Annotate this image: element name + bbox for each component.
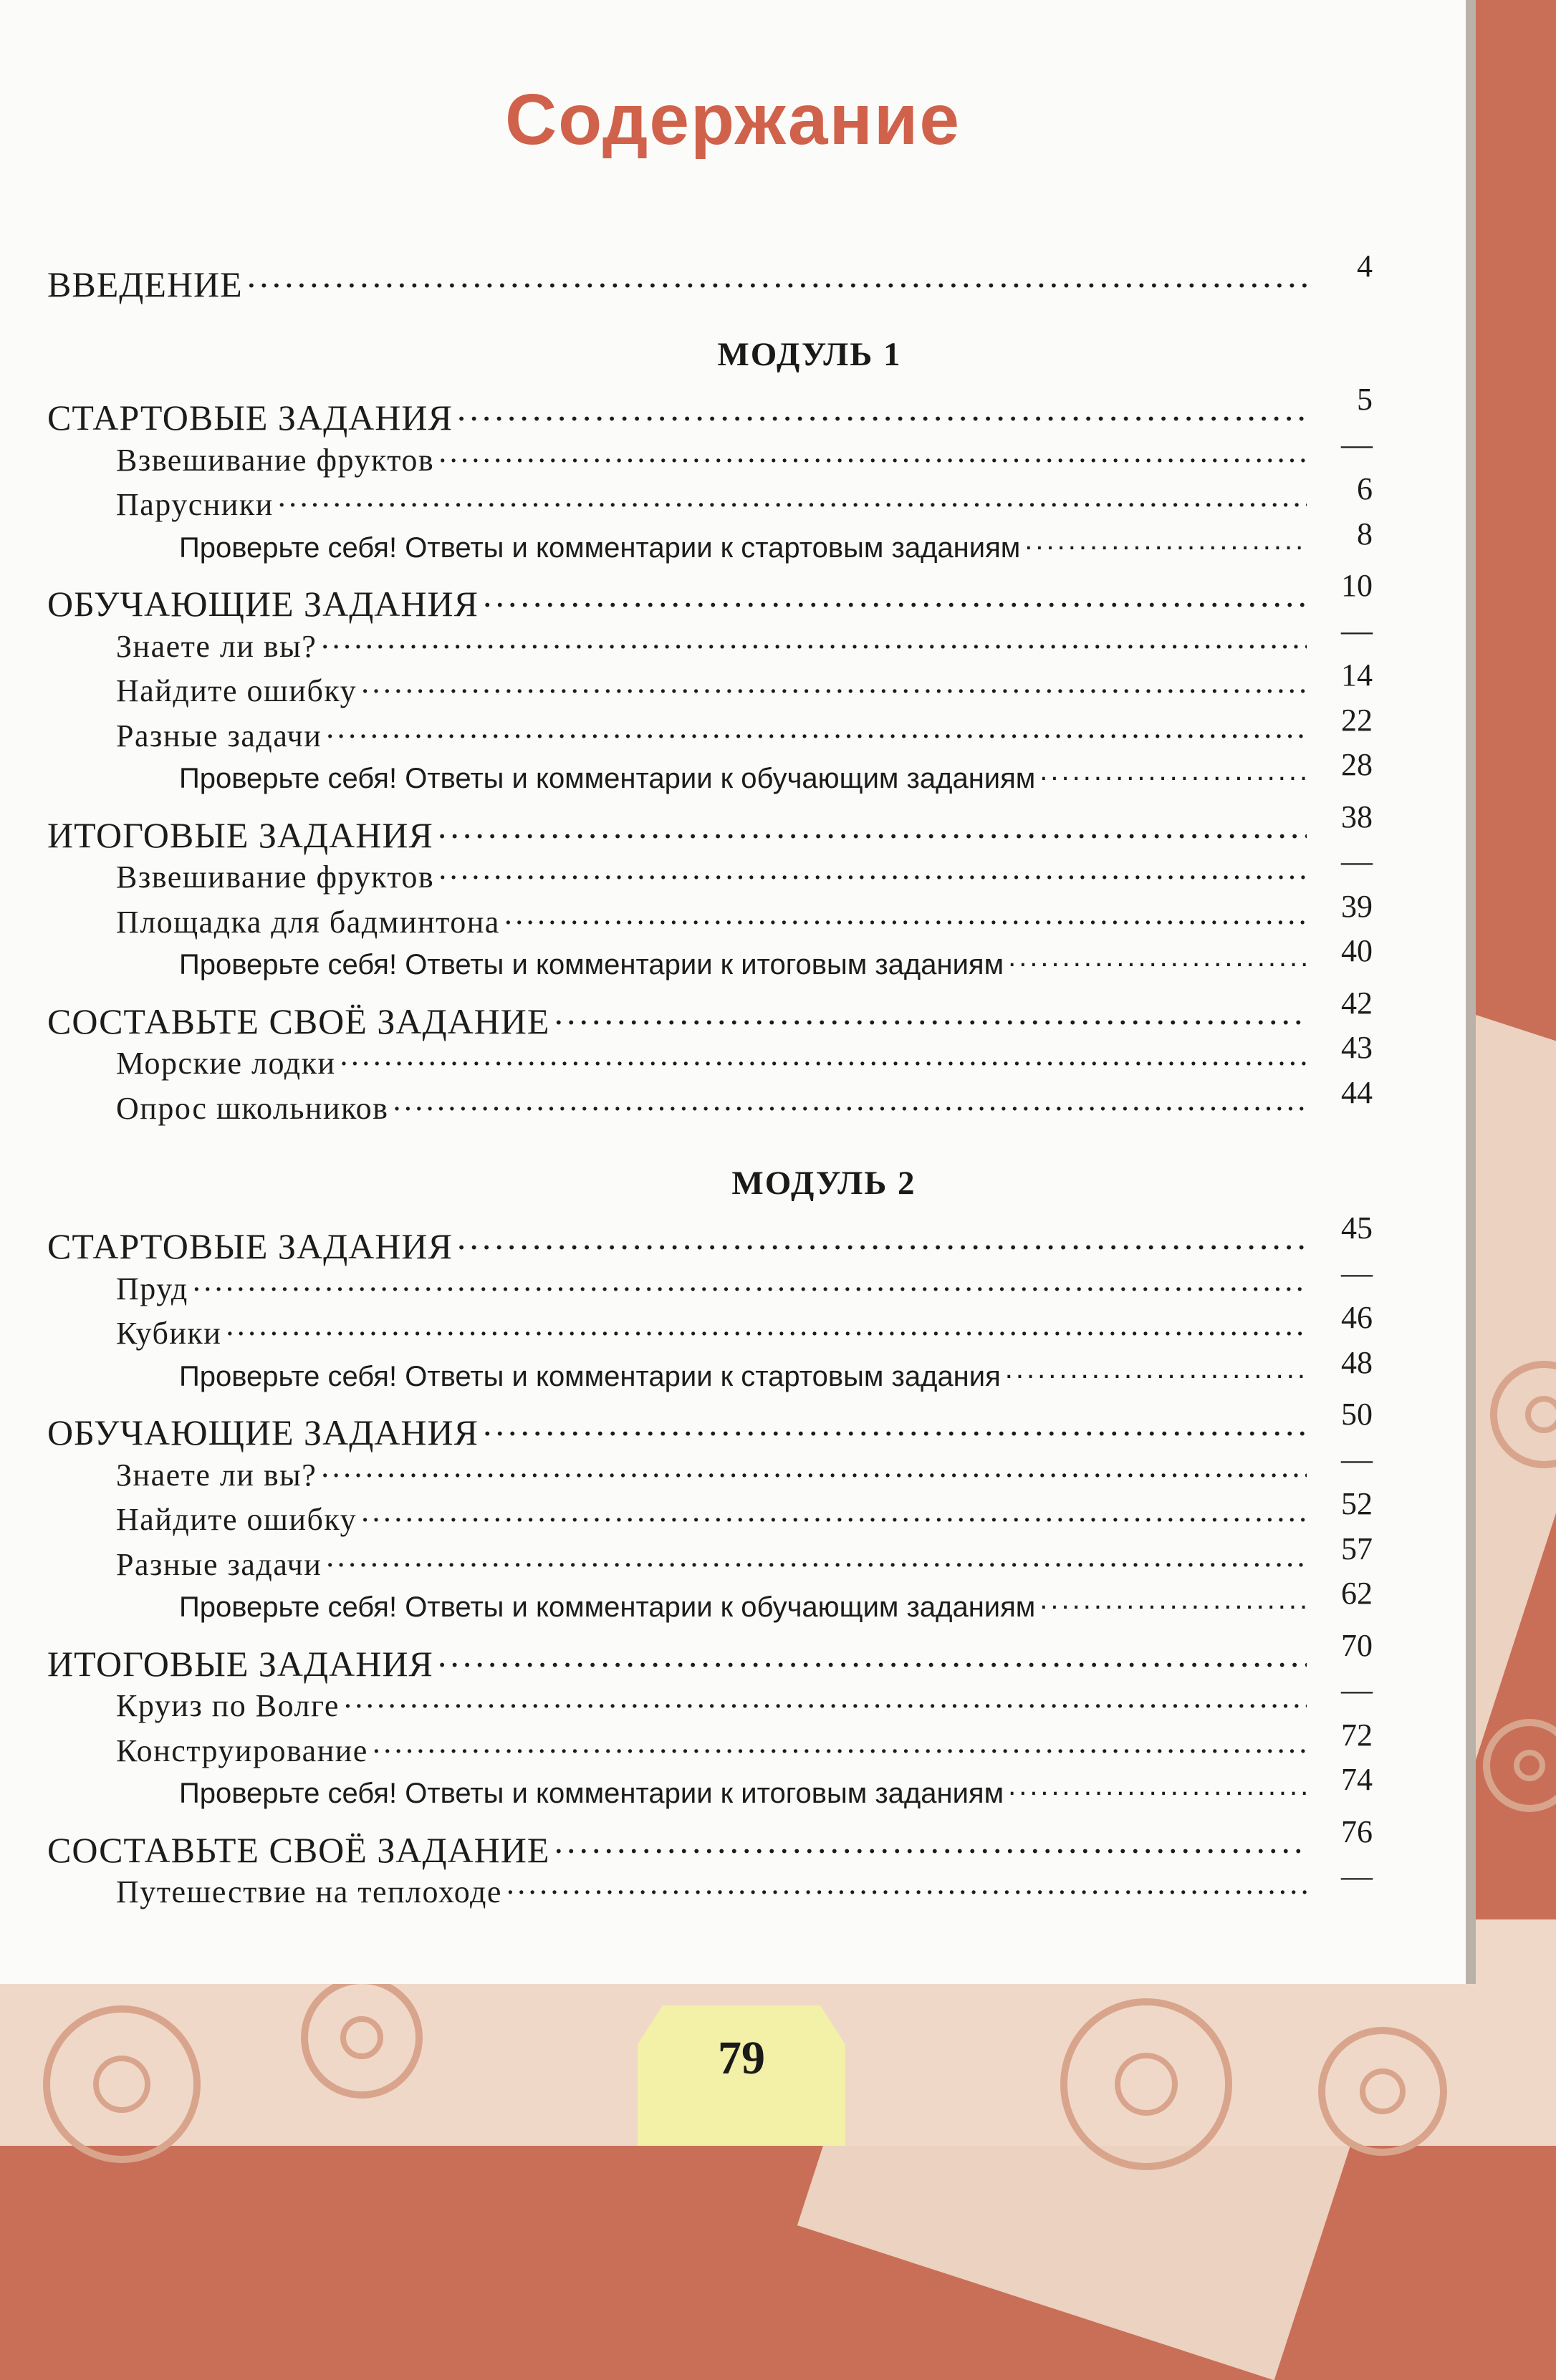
toc-page-number: 76 <box>1341 1813 1373 1849</box>
dot-leader <box>326 1543 1307 1575</box>
toc-entry[interactable] <box>116 1312 1311 1352</box>
toc-entry[interactable] <box>179 945 1311 981</box>
dot-leader <box>226 1312 1307 1344</box>
dot-leader <box>1005 1357 1307 1386</box>
toc-page-number: — <box>1341 426 1373 462</box>
toc-page-number: 48 <box>1341 1344 1373 1380</box>
dot-leader <box>554 998 1307 1034</box>
toc-entry[interactable] <box>47 1640 1311 1685</box>
toc-entry[interactable] <box>116 439 1311 478</box>
dot-leader <box>326 715 1307 746</box>
page-edge <box>1466 0 1476 1984</box>
toc-page-number: 40 <box>1341 933 1373 968</box>
toc-entry[interactable] <box>116 1498 1311 1538</box>
toc-entry[interactable] <box>116 1685 1311 1724</box>
gear-icon <box>43 2005 201 2163</box>
toc-entry[interactable] <box>116 625 1311 665</box>
toc-entry[interactable] <box>179 1774 1311 1810</box>
toc-entry-title: Найдите ошибку <box>116 673 357 708</box>
toc-entry-title: ОБУЧАЮЩИЕ ЗАДАНИЯ <box>47 584 479 624</box>
dot-leader <box>373 1730 1307 1761</box>
toc-entry[interactable] <box>116 483 1311 523</box>
dot-leader <box>361 670 1307 701</box>
gear-icon <box>1060 1998 1232 2170</box>
toc-entry[interactable] <box>179 529 1311 564</box>
dot-leader <box>1008 1774 1307 1803</box>
toc-entry-title: Проверьте себя! Ответы и комментарии к стартовым задания <box>179 1360 1001 1392</box>
toc-entry[interactable] <box>116 901 1311 940</box>
dot-leader <box>438 856 1307 887</box>
toc-entry[interactable] <box>179 759 1311 795</box>
dot-leader <box>193 1268 1307 1299</box>
toc-page-number: 74 <box>1341 1762 1373 1797</box>
toc-page-number: — <box>1341 1859 1373 1894</box>
toc-entry-title: ВВЕДЕНИЕ <box>47 264 243 304</box>
toc-page-number: 10 <box>1341 568 1373 603</box>
toc-page-number: 6 <box>1357 471 1373 506</box>
toc-entry-title: Опрос школьников <box>116 1090 389 1126</box>
dot-leader <box>393 1087 1307 1119</box>
dot-leader <box>1024 529 1307 557</box>
toc-page-number: 46 <box>1341 1300 1373 1335</box>
toc-entry-title: Площадка для бадминтона <box>116 904 500 940</box>
dot-leader <box>438 811 1307 847</box>
toc-entry[interactable] <box>116 1042 1311 1081</box>
module-heading: МОДУЛЬ 1 <box>717 336 902 373</box>
toc-entry[interactable] <box>47 394 1311 438</box>
toc-page-number: 38 <box>1341 799 1373 834</box>
toc-entry-title: Проверьте себя! Ответы и комментарии к обучающим заданиям <box>179 1591 1036 1623</box>
dot-leader <box>457 394 1307 430</box>
toc-page-number: 70 <box>1341 1627 1373 1663</box>
toc-page-number: 72 <box>1341 1717 1373 1753</box>
dot-leader <box>321 625 1307 657</box>
toc-entry[interactable] <box>116 1454 1311 1493</box>
toc-page-number: 44 <box>1341 1074 1373 1110</box>
toc-entry[interactable] <box>116 1543 1311 1583</box>
toc-page-number: 42 <box>1341 985 1373 1021</box>
toc-entry-title: ИТОГОВЫЕ ЗАДАНИЯ <box>47 814 433 855</box>
toc-entry[interactable] <box>47 998 1311 1042</box>
toc-page-number: 22 <box>1341 702 1373 738</box>
toc-entry-title: Разные задачи <box>116 718 322 753</box>
toc-entry-title: Кубики <box>116 1316 222 1351</box>
dot-leader <box>278 483 1307 515</box>
toc-entry-title: Взвешивание фруктов <box>116 442 435 478</box>
toc-entry[interactable] <box>116 1087 1311 1127</box>
toc-entry-title: Проверьте себя! Ответы и комментарии к стартовым заданиям <box>179 531 1021 564</box>
dot-leader <box>483 1409 1307 1445</box>
toc-page-number: 8 <box>1357 516 1373 551</box>
page-number: 79 <box>718 2032 765 2084</box>
toc-page-number: — <box>1341 1441 1373 1477</box>
toc-entry-title: Морские лодки <box>116 1046 336 1081</box>
toc-page-number: 5 <box>1357 382 1373 417</box>
dot-leader <box>504 901 1307 933</box>
toc-entry[interactable] <box>116 715 1311 754</box>
toc-entry[interactable] <box>47 1826 1311 1871</box>
toc-entry-title: Пруд <box>116 1271 188 1306</box>
module-heading: МОДУЛЬ 2 <box>731 1165 916 1202</box>
toc-page-number: 28 <box>1341 747 1373 782</box>
toc-entry[interactable] <box>47 261 1311 305</box>
toc-entry-title: Парусники <box>116 487 274 522</box>
toc-page-number: 39 <box>1341 888 1373 924</box>
dot-leader <box>1039 1588 1307 1617</box>
toc-entry[interactable] <box>179 1357 1311 1393</box>
toc-entry[interactable] <box>179 1588 1311 1624</box>
toc-page-number: — <box>1341 844 1373 879</box>
gear-icon <box>1318 2027 1447 2156</box>
toc-entry-title: Взвешивание фруктов <box>116 859 435 895</box>
toc-entry-title: СОСТАВЬТЕ СВОЁ ЗАДАНИЕ <box>47 1001 550 1041</box>
toc-entry-title: СОСТАВЬТЕ СВОЁ ЗАДАНИЕ <box>47 1829 550 1870</box>
toc-page-number: 4 <box>1357 249 1373 284</box>
dot-leader <box>438 1640 1307 1676</box>
toc-entry-title: Проверьте себя! Ответы и комментарии к обучающим заданиям <box>179 763 1036 794</box>
toc-entry[interactable] <box>47 1409 1311 1453</box>
toc-entry[interactable] <box>47 1223 1311 1267</box>
toc-page-number: 43 <box>1341 1030 1373 1065</box>
toc-entry-title: Проверьте себя! Ответы и комментарии к итоговым заданиям <box>179 949 1004 981</box>
toc-page-number: 52 <box>1341 1486 1373 1521</box>
toc-entry-title: Конструирование <box>116 1733 368 1768</box>
toc-entry[interactable] <box>116 670 1311 709</box>
toc-page-number: 45 <box>1341 1210 1373 1246</box>
toc-page-number: — <box>1341 612 1373 648</box>
dot-leader <box>1008 945 1307 974</box>
dot-leader <box>1039 759 1307 788</box>
toc-page-number: 57 <box>1341 1531 1373 1566</box>
toc-page-number: 50 <box>1341 1397 1373 1432</box>
dot-leader <box>457 1223 1307 1258</box>
toc-entry-title: ИТОГОВЫЕ ЗАДАНИЯ <box>47 1643 433 1684</box>
dot-leader <box>321 1454 1307 1485</box>
gear-icon <box>301 1977 423 2099</box>
toc-entry[interactable] <box>116 1730 1311 1769</box>
toc-page-number: — <box>1341 1672 1373 1707</box>
toc-entry[interactable] <box>47 811 1311 856</box>
toc-entry-title: Разные задачи <box>116 1546 322 1582</box>
toc-entry-title: Знаете ли вы? <box>116 1457 317 1493</box>
dot-leader <box>483 580 1307 616</box>
toc-page-number: 14 <box>1341 657 1373 693</box>
toc-entry-title: СТАРТОВЫЕ ЗАДАНИЯ <box>47 398 453 438</box>
toc-entry-title: ОБУЧАЮЩИЕ ЗАДАНИЯ <box>47 1412 479 1452</box>
toc-entry-title: Найдите ошибку <box>116 1502 357 1537</box>
toc-entry-title: Проверьте себя! Ответы и комментарии к итоговым заданиям <box>179 1778 1004 1809</box>
dot-leader <box>554 1826 1307 1862</box>
toc-page-number: 62 <box>1341 1576 1373 1611</box>
toc-entry[interactable] <box>116 856 1311 895</box>
dot-leader <box>506 1871 1307 1902</box>
toc-page-number: — <box>1341 1255 1373 1291</box>
dot-leader <box>247 261 1307 297</box>
toc-entry-title: СТАРТОВЫЕ ЗАДАНИЯ <box>47 1226 453 1266</box>
toc-entry[interactable] <box>116 1268 1311 1307</box>
dot-leader <box>438 439 1307 471</box>
dot-leader <box>361 1498 1307 1530</box>
toc-entry-title: Знаете ли вы? <box>116 628 317 664</box>
dot-leader <box>340 1042 1307 1074</box>
dot-leader <box>344 1685 1307 1716</box>
toc-entry[interactable] <box>116 1871 1311 1910</box>
toc-entry-title: Круиз по Волге <box>116 1688 340 1723</box>
gear-icon <box>1483 1719 1556 1812</box>
page-title: Содержание <box>504 80 961 160</box>
toc-entry[interactable] <box>47 580 1311 625</box>
toc-entry-title: Путешествие на теплоходе <box>116 1874 502 1909</box>
